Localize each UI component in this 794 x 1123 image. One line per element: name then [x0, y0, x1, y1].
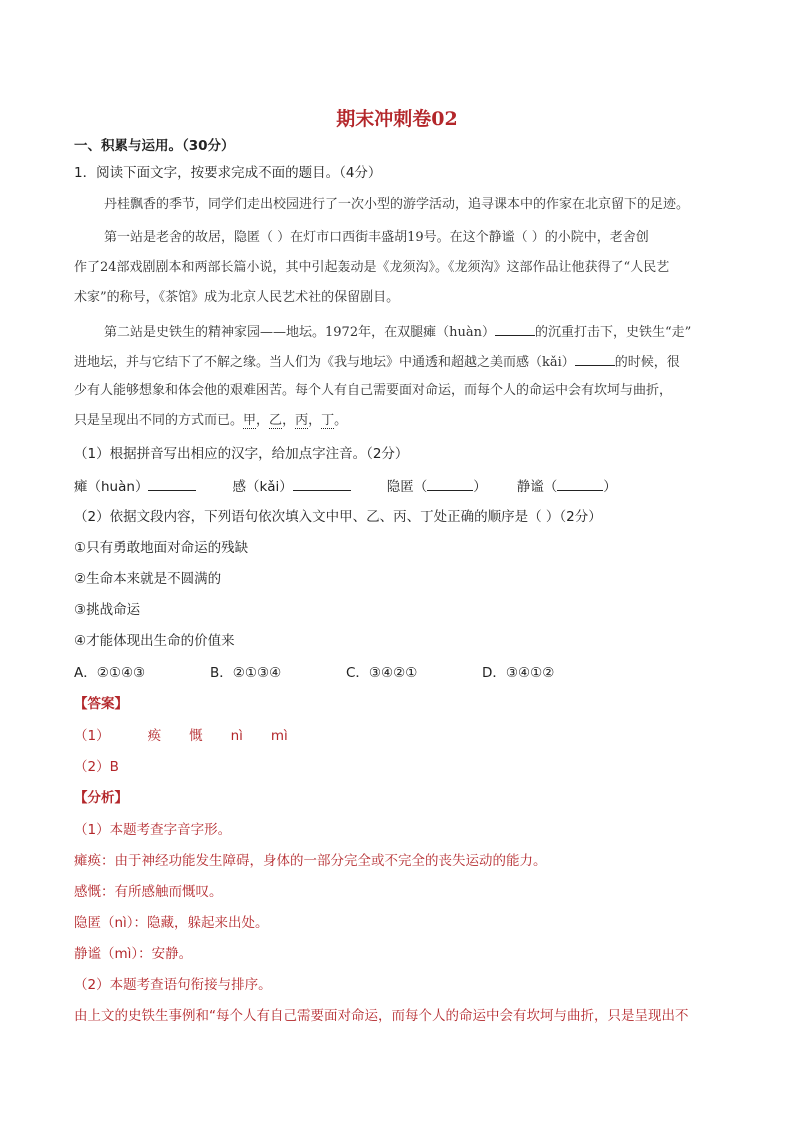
punctuation: 。: [334, 413, 348, 428]
punctuation: ，: [282, 413, 296, 428]
blank-line: [495, 321, 535, 336]
choice-options: [74, 663, 554, 683]
answer-mi: mì: [270, 728, 288, 744]
sentence-3: ③挑战命运: [74, 602, 141, 618]
passage-text: 进地坛，并与它结下了不解之缘。当人们为《我与地坛》中通透和超越之美而感（kǎi）: [74, 355, 575, 370]
answer-ni: nì: [230, 728, 243, 744]
analysis-line-3: 感慨：有所感触而慨叹。: [74, 884, 223, 900]
mark-bing: 丙: [295, 413, 309, 428]
question-1-stem: 1．阅读下面文字，按要求完成不面的题目。（4分）: [74, 165, 382, 181]
sub-question-1-stem: （1）根据拼音写出相应的汉字，给加点字注音。（2分）: [74, 446, 409, 462]
passage-paragraph-2-line-2: 作了24部戏剧剧本和两部长篇小说，其中引起轰动是《龙须沟》。《龙须沟》这部作品让他获得了“人民艺: [74, 260, 670, 275]
item-yinni: 隐匿（: [386, 479, 428, 495]
item-huan: 瘫（huàn）: [74, 479, 149, 495]
analysis-line-7: 由上文的史铁生事例和“每个人有自己需要面对命运，而每个人的命运中会有坎坷与曲折，只是呈现出不: [74, 1008, 689, 1024]
analysis-line-4: 隐匿（nì）：隐藏，躲起来出处。: [74, 915, 269, 931]
mark-ding: 丁: [321, 413, 335, 428]
option-c: C．③④②①: [346, 665, 418, 681]
answer-blank: [293, 476, 351, 491]
analysis-line-2: 瘫痪：由于神经功能发生障碍，身体的一部分完全或不完全的丧失运动的能力。: [74, 853, 547, 869]
passage-paragraph-3-line-4: [74, 411, 347, 431]
section-heading: 一、积累与运用。（30分）: [74, 138, 235, 154]
analysis-line-5: 静谧（mì）：安静。: [74, 946, 193, 962]
sentence-4: ④才能体现出生命的价值来: [74, 633, 235, 649]
analysis-line-6: （2）本题考查语句衔接与排序。: [74, 977, 272, 993]
mark-jia: 甲: [243, 413, 257, 428]
passage-paragraph-3: [104, 321, 691, 343]
answer-label: （1）: [74, 728, 110, 744]
passage-paragraph-2: 第一站是老舍的故居，隐匿（ ）在灯市口西街丰盛胡19号。在这个静谧（ ）的小院中，老舍创: [104, 230, 649, 245]
punctuation: ，: [256, 413, 270, 428]
answer-line-2: （2）B: [74, 759, 119, 775]
item-kai: 感（kǎi）: [232, 479, 293, 495]
page-title: 期末冲刺卷02: [336, 108, 458, 130]
passage-paragraph-2-line-3: 术家”的称号，《茶馆》成为北京人民艺术社的保留剧目。: [74, 290, 400, 305]
sentence-1: ①只有勇敢地面对命运的残缺: [74, 540, 249, 556]
analysis-line-1: （1）本题考查字音字形。: [74, 822, 232, 838]
passage-text: 第二站是史铁生的精神家园——地坛。1972年，在双腿瘫（huàn）: [104, 325, 495, 340]
passage-text: 只是呈现出不同的方式而已。: [74, 413, 244, 428]
option-d: D．③④①②: [482, 665, 555, 681]
sub-question-2-stem: （2）依据文段内容，下列语句依次填入文中甲、乙、丙、丁处正确的顺序是（ ）（2分）: [74, 509, 602, 525]
sentence-2: ②生命本来就是不圆满的: [74, 571, 222, 587]
answer-blank: [557, 476, 603, 491]
mark-yi: 乙: [269, 413, 283, 428]
answer-heading: 【答案】: [74, 696, 128, 712]
item-jingmi: 静谧（: [516, 479, 558, 495]
blank-line: [575, 351, 615, 366]
passage-text: 的沉重打击下，史铁生“走”: [534, 325, 692, 340]
analysis-heading: 【分析】: [74, 790, 128, 806]
passage-paragraph-1: 丹桂飘香的季节，同学们走出校园进行了一次小型的游学活动，追寻课本中的作家在北京留下的足迹。: [104, 197, 690, 212]
sub-question-1-items: [74, 476, 617, 497]
punctuation: ，: [308, 413, 322, 428]
answer-blank: [148, 476, 196, 491]
bracket-close: ）: [473, 479, 487, 495]
option-a: A．②①④③: [74, 665, 146, 681]
passage-paragraph-3-line-2: [74, 351, 680, 373]
answer-blank: [427, 476, 473, 491]
answer-line-1: [74, 726, 288, 746]
bracket-close: ）: [603, 479, 617, 495]
answer-huan: 痪: [147, 728, 162, 744]
option-b: B．②①③④: [210, 665, 282, 681]
passage-text: 的时候，很: [614, 355, 680, 370]
answer-kai: 慨: [189, 728, 203, 744]
passage-paragraph-3-line-3: 少有人能够想象和体会他的艰难困苦。每个人有自己需要面对命运，而每个人的命运中会有坎坷与曲折，: [74, 383, 673, 398]
